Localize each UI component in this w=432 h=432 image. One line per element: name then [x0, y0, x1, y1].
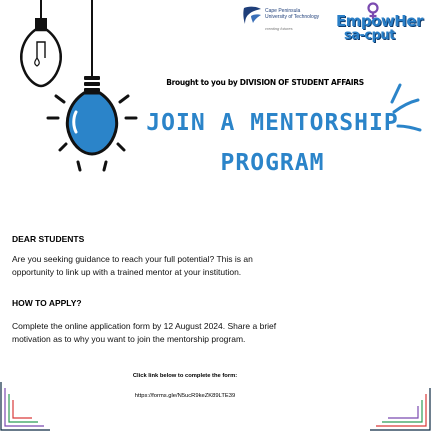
- apply-line-2: motivation as to why you want to join the mentorship program.: [12, 333, 246, 344]
- headline-line1: JOIN A MENTORSHIP: [146, 110, 399, 136]
- form-link-instruction: Click link below to complete the form:: [132, 373, 238, 379]
- intro-line-1: Are you seeking guidance to reach your full potential? This is an: [12, 254, 253, 264]
- greeting-heading: DEAR STUDENTS: [12, 234, 85, 244]
- emphasis-marks-icon: [380, 80, 424, 140]
- university-tagline: creating futures: [265, 26, 293, 31]
- lightbulb-glowing-icon: [67, 0, 116, 154]
- lightbulb-icon: [21, 0, 60, 86]
- how-to-apply-heading: HOW TO APPLY?: [12, 298, 82, 308]
- empowher-logo: [336, 6, 424, 42]
- intro-line-2: opportunity to link up with a trained mentor at your institution.: [12, 266, 242, 277]
- empowher-subtext: sa-cput: [344, 28, 395, 43]
- intro-paragraph: [12, 253, 357, 278]
- empowher-wordmark: EmpowHer: [336, 12, 423, 30]
- university-name-line2: University of Technology: [265, 14, 320, 20]
- university-logo: [243, 6, 333, 36]
- apply-line-1: Complete the online application form by 12 August 2024. Share a brief: [12, 321, 277, 331]
- corner-lines-decoration: [362, 384, 432, 432]
- headline-line2: PROGRAM: [220, 150, 325, 176]
- application-form-link[interactable]: https://forms.gle/N5ucR9keZK89LTE39: [134, 393, 236, 399]
- sponsor-line: Brought to you by DIVISION OF STUDENT AFFAIRS: [166, 78, 364, 87]
- corner-lines-decoration: [0, 382, 56, 432]
- apply-paragraph: [12, 320, 357, 345]
- lightbulbs-illustration: [0, 0, 150, 175]
- university-name-line1: Cape Peninsula: [265, 8, 301, 14]
- university-crest-icon: [243, 6, 263, 28]
